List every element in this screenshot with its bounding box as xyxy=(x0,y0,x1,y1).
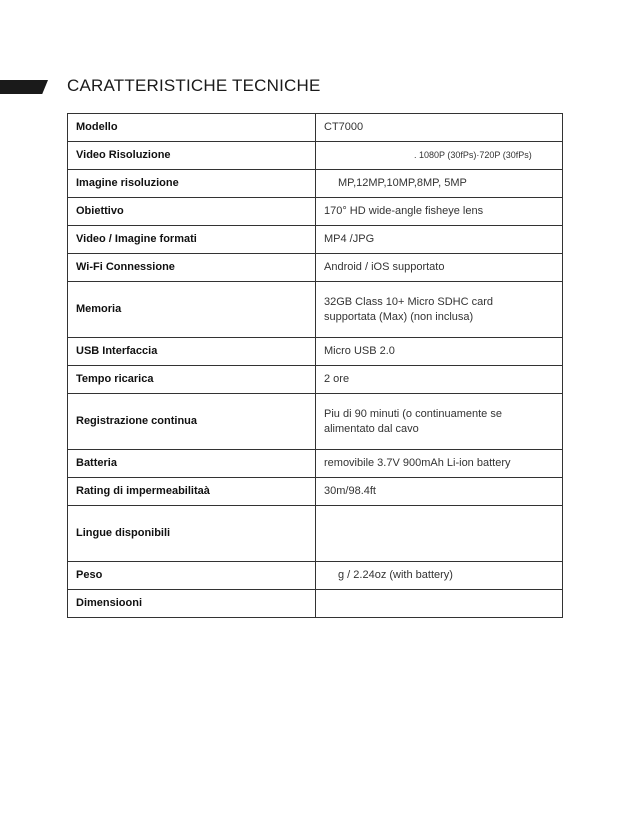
spec-value: MP4 /JPG xyxy=(316,226,563,254)
spec-row-usb xyxy=(68,338,563,366)
specs-table xyxy=(67,113,563,618)
spec-row-obiettivo xyxy=(68,198,563,226)
spec-row-imagine-risoluzione xyxy=(68,170,563,198)
spec-value xyxy=(316,506,563,562)
spec-label: Dimensiooni xyxy=(68,590,316,618)
spec-label: Lingue disponibili xyxy=(68,506,316,562)
spec-value: 2 ore xyxy=(316,366,563,394)
spec-value xyxy=(316,590,563,618)
spec-label: Video Risoluzione xyxy=(68,142,316,170)
spec-value-text: g / 2.24oz (with battery) xyxy=(338,569,453,581)
spec-label: Modello xyxy=(68,114,316,142)
spec-value: Android / iOS supportato xyxy=(316,254,563,282)
spec-row-dimensioni xyxy=(68,590,563,618)
spec-value-line: 32GB Class 10+ Micro SDHC card xyxy=(324,295,494,308)
spec-value-text: MP,12MP,10MP,8MP, 5MP xyxy=(338,177,467,189)
spec-label: Imagine risoluzione xyxy=(68,170,316,198)
spec-value: CT7000 xyxy=(316,114,563,142)
spec-label: Video / Imagine formati xyxy=(68,226,316,254)
spec-value: Micro USB 2.0 xyxy=(316,338,563,366)
spec-value-line: alimentato dal cavo xyxy=(324,422,419,435)
spec-label: Peso xyxy=(68,562,316,590)
spec-label: Rating di impermeabilitaà xyxy=(68,478,316,506)
spec-value xyxy=(316,142,563,170)
spec-row-peso xyxy=(68,562,563,590)
spec-label: Obiettivo xyxy=(68,198,316,226)
spec-value xyxy=(316,562,563,590)
spec-value xyxy=(316,170,563,198)
spec-row-video-risoluzione xyxy=(68,142,563,170)
spec-label: Batteria xyxy=(68,450,316,478)
section-tab-marker xyxy=(0,80,48,94)
spec-value-line: supportata (Max) (non inclusa) xyxy=(324,310,474,323)
spec-label: Tempo ricarica xyxy=(68,366,316,394)
spec-value: 170° HD wide-angle fisheye lens xyxy=(316,198,563,226)
spec-value-line: Piu di 90 minuti (o continuamente se xyxy=(324,407,502,420)
spec-row-batteria xyxy=(68,450,563,478)
spec-value: removibile 3.7V 900mAh Li-ion battery xyxy=(316,450,563,478)
spec-value xyxy=(316,282,563,338)
spec-value: 30m/98.4ft xyxy=(316,478,563,506)
spec-row-impermeabilita xyxy=(68,478,563,506)
spec-label: Registrazione continua xyxy=(68,394,316,450)
spec-row-registrazione xyxy=(68,394,563,450)
spec-row-lingue xyxy=(68,506,563,562)
spec-row-formati xyxy=(68,226,563,254)
page-title: CARATTERISTICHE TECNICHE xyxy=(67,76,321,95)
spec-row-ricarica xyxy=(68,366,563,394)
spec-row-modello xyxy=(68,114,563,142)
spec-value xyxy=(316,394,563,450)
spec-label: USB Interfaccia xyxy=(68,338,316,366)
spec-label: Wi-Fi Connessione xyxy=(68,254,316,282)
spec-row-wifi xyxy=(68,254,563,282)
spec-value-text: . 1080P (30fPs)·720P (30fPs) xyxy=(414,150,532,160)
spec-row-memoria xyxy=(68,282,563,338)
spec-label: Memoria xyxy=(68,282,316,338)
